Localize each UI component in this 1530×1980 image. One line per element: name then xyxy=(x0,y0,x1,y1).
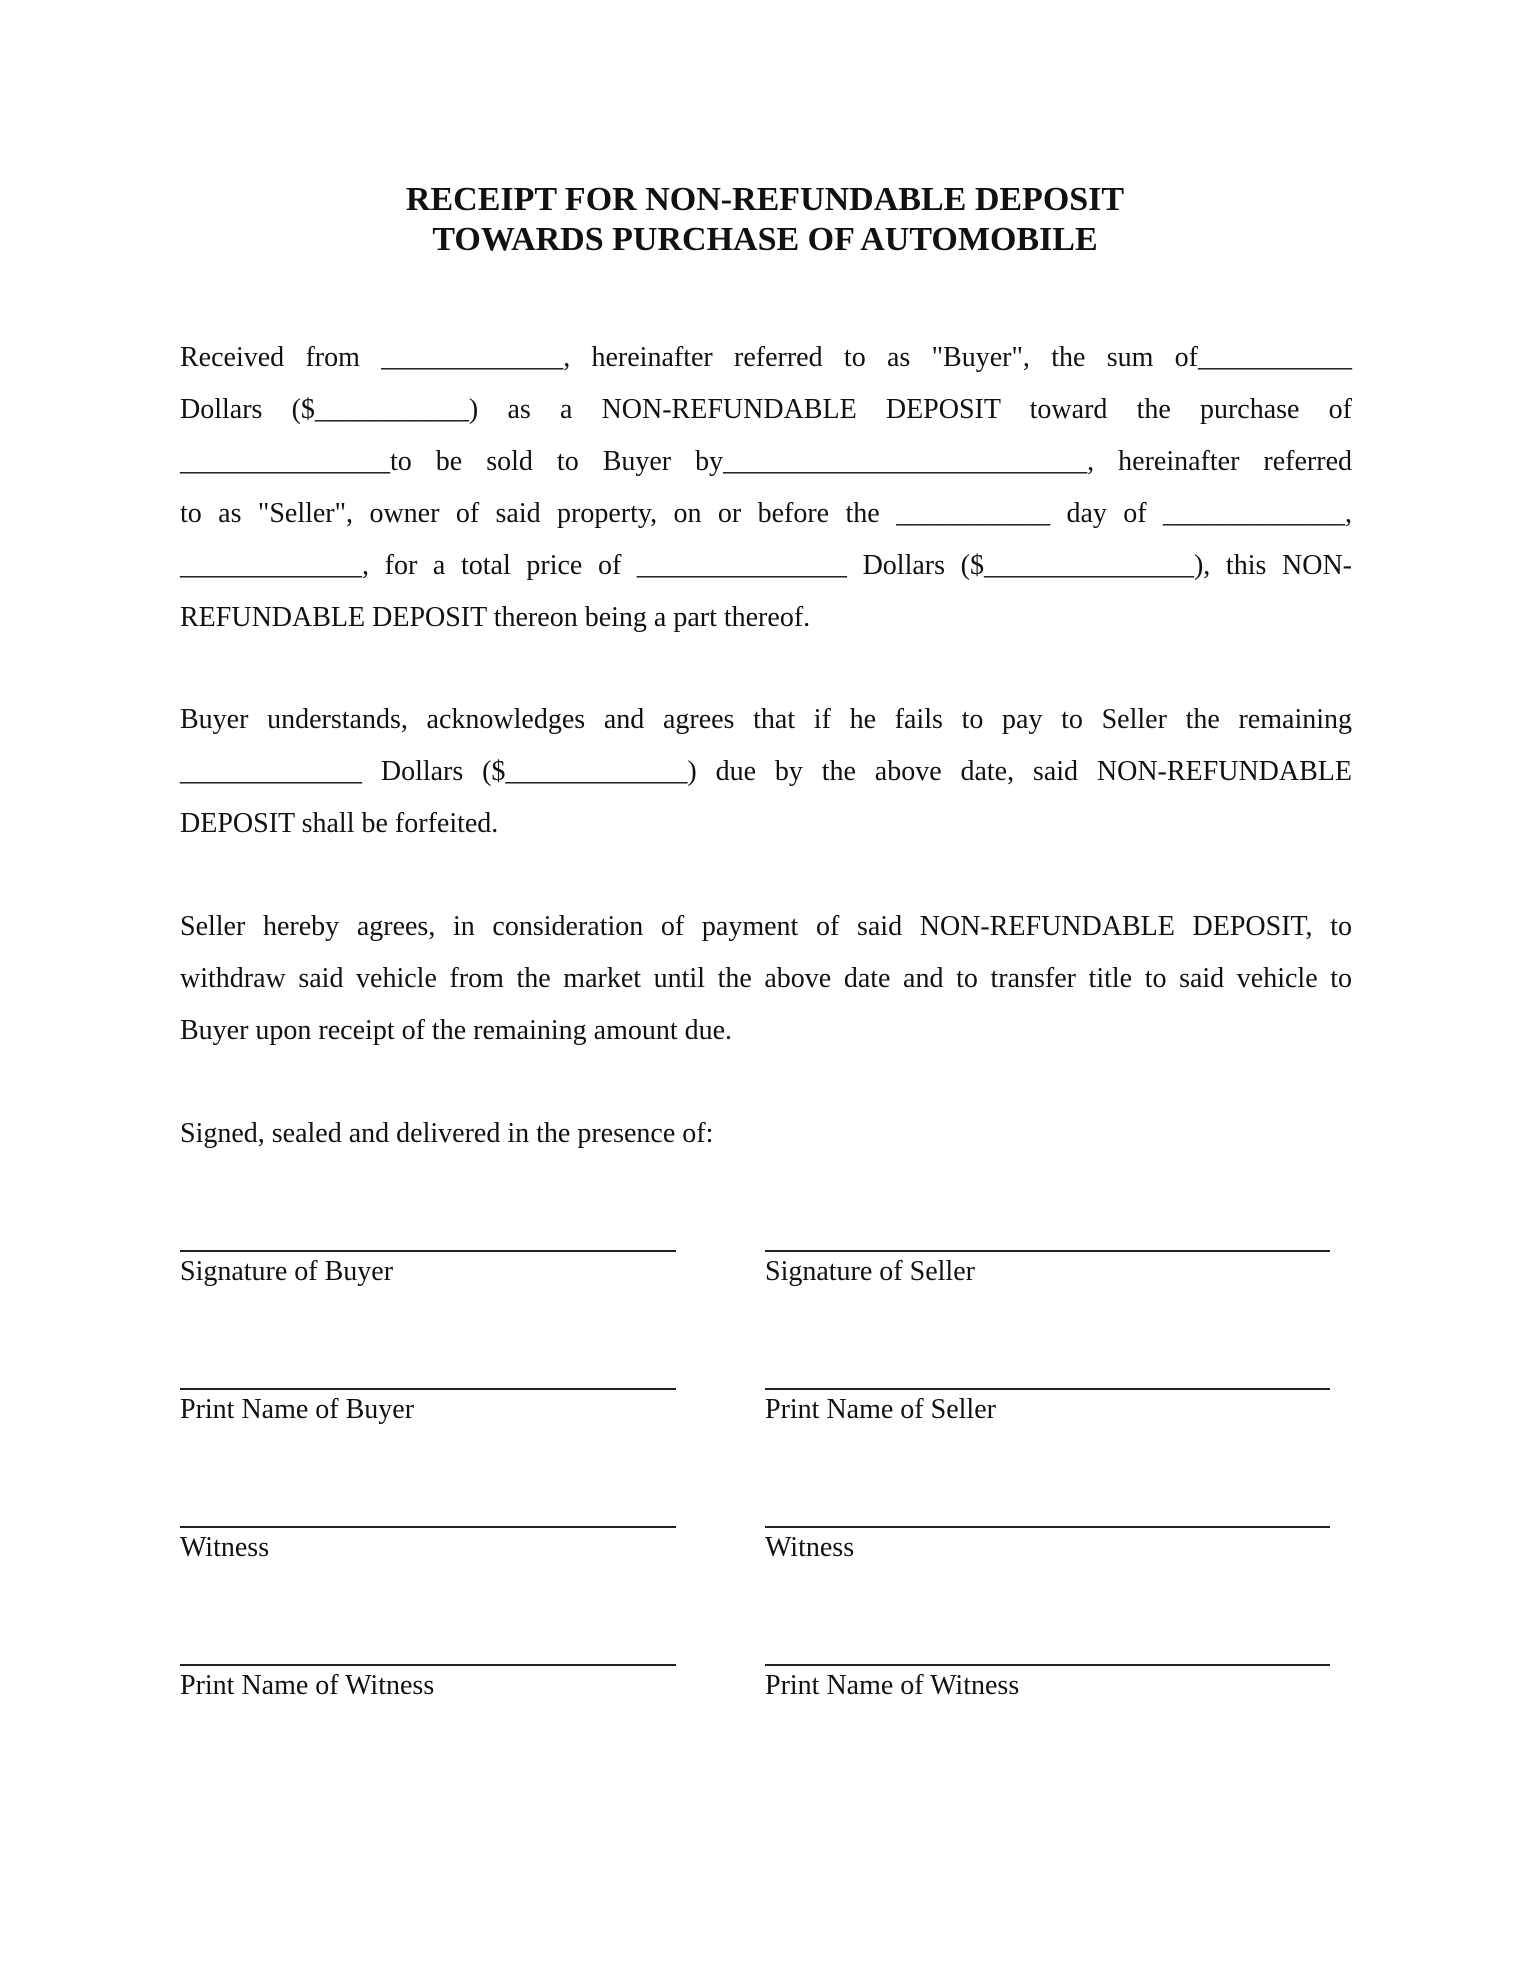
buyer-signature-label: Signature of Buyer xyxy=(180,1256,394,1287)
seller-agreement-paragraph xyxy=(180,901,1352,1057)
paragraph-line: _____________, for a total price of _______________ Dollars ($_______________), this NON- xyxy=(180,550,1352,581)
document-title-line-2: TOWARDS PURCHASE OF AUTOMOBILE xyxy=(432,221,1098,258)
paragraph-line: Buyer understands, acknowledges and agrees that if he fails to pay to Seller the remaining xyxy=(180,704,1352,735)
seller-print-name-label: Print Name of Seller xyxy=(765,1394,996,1425)
paragraph-line: Dollars ($___________) as a NON-REFUNDABLE DEPOSIT toward the purchase of xyxy=(180,394,1352,425)
seller-witness-print-name-line xyxy=(765,1664,1330,1666)
paragraph-line: withdraw said vehicle from the market until the above date and to transfer title to said vehicle to xyxy=(180,963,1352,994)
buyer-witness-print-name-label: Print Name of Witness xyxy=(180,1670,435,1701)
document-title-line-1: RECEIPT FOR NON-REFUNDABLE DEPOSIT xyxy=(405,181,1125,218)
seller-signature-line xyxy=(765,1250,1330,1252)
buyer-print-name-label: Print Name of Buyer xyxy=(180,1394,415,1425)
paragraph-line: DEPOSIT shall be forfeited. xyxy=(180,808,499,839)
buyer-witness-print-name-line xyxy=(180,1664,676,1666)
paragraph-line: Received from _____________, hereinafter referred to as "Buyer", the sum of___________ xyxy=(180,342,1352,373)
paragraph-line: Signed, sealed and delivered in the presence of: xyxy=(180,1118,714,1149)
paragraph-line: REFUNDABLE DEPOSIT thereon being a part thereof. xyxy=(180,602,811,633)
buyer-witness-label: Witness xyxy=(180,1532,270,1563)
forfeiture-paragraph xyxy=(180,694,1352,850)
paragraph-line: Seller hereby agrees, in consideration of payment of said NON-REFUNDABLE DEPOSIT, to xyxy=(180,911,1352,942)
buyer-print-name-line xyxy=(180,1388,676,1390)
receipt-paragraph xyxy=(180,332,1352,644)
presence-statement xyxy=(180,1108,1352,1160)
paragraph-line: _______________to be sold to Buyer by__________________________, hereinafter referred xyxy=(180,446,1352,477)
paragraph-line: to as "Seller", owner of said property, on or before the ___________ day of _____________, xyxy=(180,498,1352,529)
paragraph-line: _____________ Dollars ($_____________) due by the above date, said NON-REFUNDABLE xyxy=(180,756,1352,787)
seller-witness-label: Witness xyxy=(765,1532,855,1563)
seller-witness-line xyxy=(765,1526,1330,1528)
seller-signature-label: Signature of Seller xyxy=(765,1256,975,1287)
seller-witness-print-name-label: Print Name of Witness xyxy=(765,1670,1020,1701)
paragraph-line: Buyer upon receipt of the remaining amount due. xyxy=(180,1015,733,1046)
buyer-signature-line xyxy=(180,1250,676,1252)
seller-print-name-line xyxy=(765,1388,1330,1390)
buyer-witness-line xyxy=(180,1526,676,1528)
